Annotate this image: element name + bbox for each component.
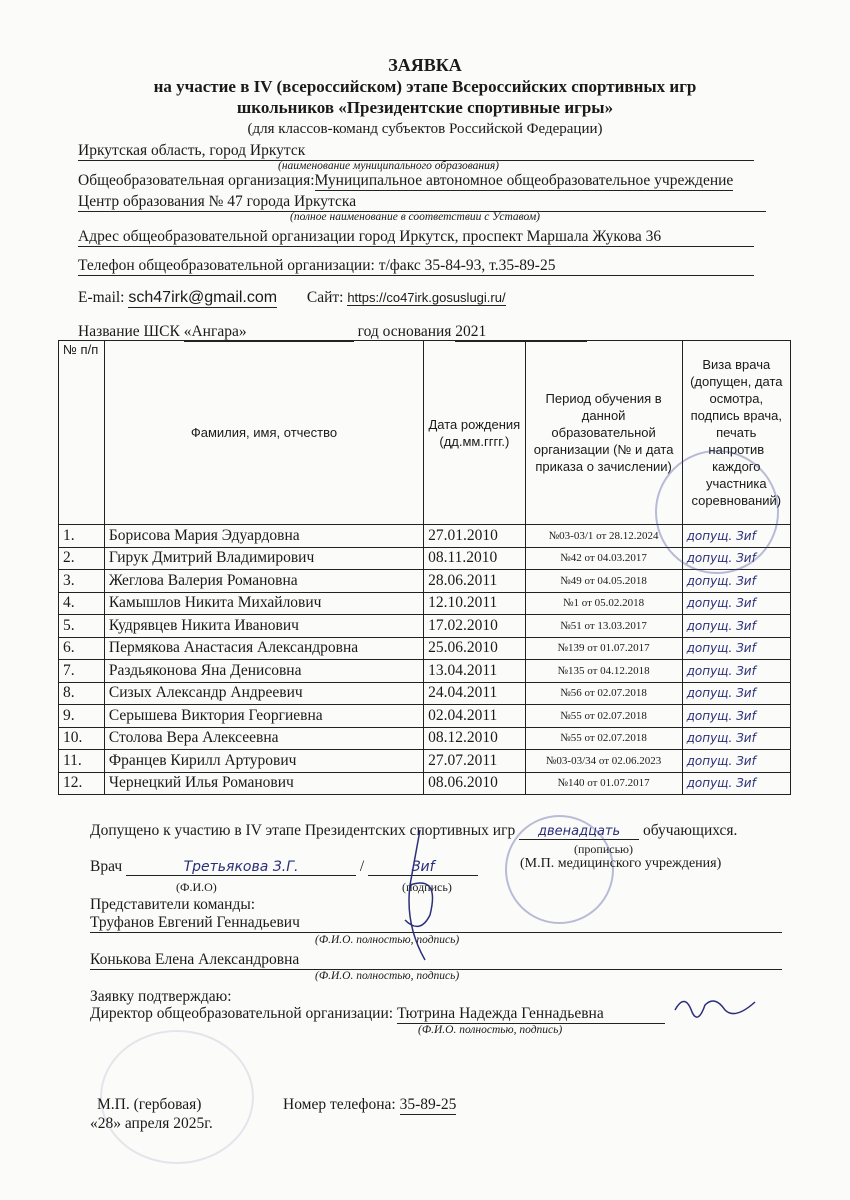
admission-hint: (прописью)	[574, 842, 634, 856]
row-period: №03-03/34 от 02.06.2023	[525, 750, 682, 773]
doc-subtitle-1: на участие в IV (всероссийском) этапе Всероссийских спортивных игр	[153, 77, 697, 96]
row-fio: Жеглова Валерия Романовна	[104, 570, 423, 593]
row-num: 12.	[59, 772, 105, 795]
row-num: 11.	[59, 750, 105, 773]
row-period: №56 от 02.07.2018	[525, 682, 682, 705]
organization-line-2	[78, 193, 766, 212]
table-row	[59, 615, 791, 638]
row-period: №140 от 01.07.2017	[525, 772, 682, 795]
doctor-slash: /	[359, 858, 365, 875]
rep1-hint: (Ф.И.О. полностью, подпись)	[315, 934, 460, 946]
header-fio: Фамилия, имя, отчество	[104, 341, 423, 525]
table-row	[59, 682, 791, 705]
row-visa: допущ. Зиf	[682, 727, 790, 750]
rep1-name: Труфанов Евгений Геннадьевич	[90, 914, 300, 931]
director-signature-icon	[670, 990, 760, 1030]
email-link[interactable]: sch47irk@gmail.com	[128, 289, 278, 306]
address-value: Иркутск, проспект Маршала Жукова 36	[399, 228, 662, 245]
row-num: 9.	[59, 705, 105, 728]
row-period: №55 от 02.07.2018	[525, 727, 682, 750]
header-dob: Дата рождения (дд.мм.гггг.)	[424, 341, 526, 525]
phone-label: Телефон общеобразовательной организации:	[78, 257, 375, 274]
address-label: Адрес общеобразовательной организации город	[78, 228, 396, 245]
doctor-fio-hint: (Ф.И.О)	[176, 880, 217, 894]
organization-hint: (полное наименование в соответствии с Уставом)	[290, 211, 541, 223]
doctor-signature: Зиf	[368, 859, 478, 876]
row-num: 5.	[59, 615, 105, 638]
row-visa: допущ. Зиf	[682, 750, 790, 773]
email-label: E-mail:	[78, 289, 125, 306]
row-dob: 25.06.2010	[424, 637, 526, 660]
organization-value-1: Муниципальное автономное общеобразовательное учреждение	[314, 172, 734, 189]
footer-phone-value: 35-89-25	[399, 1096, 457, 1113]
row-visa: допущ. Зиf	[682, 615, 790, 638]
row-dob: 28.06.2011	[424, 570, 526, 593]
row-period: №03-03/1 от 28.12.2024	[525, 525, 682, 548]
confirm-label: Заявку подтверждаю:	[90, 988, 232, 1005]
phone-value: т/факс 35-84-93, т.35-89-25	[378, 257, 556, 274]
row-period: №1 от 05.02.2018	[525, 592, 682, 615]
row-dob: 27.07.2011	[424, 750, 526, 773]
row-dob: 08.12.2010	[424, 727, 526, 750]
table-row	[59, 637, 791, 660]
mp-label: М.П. (гербовая)	[97, 1096, 202, 1113]
row-fio: Камышлов Никита Михайлович	[104, 592, 423, 615]
row-visa: допущ. Зиf	[682, 772, 790, 795]
row-dob: 02.04.2011	[424, 705, 526, 728]
doctor-label: Врач	[90, 858, 123, 875]
doc-subtitle-2: школьников «Президентские спортивные игры»	[236, 98, 614, 117]
director-line	[90, 1005, 665, 1024]
row-visa: допущ. Зиf	[682, 592, 790, 615]
organization-value-2: Центр образования № 47 города Иркутска	[78, 193, 357, 210]
row-num: 2.	[59, 547, 105, 570]
rep2-hint: (Ф.И.О. полностью, подпись)	[315, 970, 460, 982]
row-num: 3.	[59, 570, 105, 593]
row-visa: допущ. Зиf	[682, 682, 790, 705]
table-row	[59, 727, 791, 750]
row-dob: 17.02.2010	[424, 615, 526, 638]
row-visa: допущ. Зиf	[682, 705, 790, 728]
row-dob: 12.10.2011	[424, 592, 526, 615]
director-hint: (Ф.И.О. полностью, подпись)	[418, 1024, 563, 1036]
municipality-value: Иркутская область, город Иркутск	[78, 142, 306, 159]
row-fio: Францев Кирилл Артурович	[104, 750, 423, 773]
row-dob: 24.04.2011	[424, 682, 526, 705]
row-period: №55 от 02.07.2018	[525, 705, 682, 728]
row-dob: 27.01.2010	[424, 525, 526, 548]
organization-line	[78, 172, 733, 191]
row-period: №135 от 04.12.2018	[525, 660, 682, 683]
row-num: 7.	[59, 660, 105, 683]
row-visa: допущ. Зиf	[682, 660, 790, 683]
director-label: Директор общеобразовательной организации:	[90, 1005, 394, 1022]
row-visa: допущ. Зиf	[682, 525, 790, 548]
footer-date: «28» апреля 2025г.	[90, 1115, 213, 1132]
rep-signature-icon	[380, 825, 460, 965]
municipality-hint: (наименование муниципального образования)	[278, 160, 500, 172]
organization-label: Общеобразовательная организация:	[78, 172, 315, 189]
site-label: Сайт:	[306, 289, 344, 306]
row-fio: Борисова Мария Эдуардовна	[104, 525, 423, 548]
row-fio: Серышева Виктория Георгиевна	[104, 705, 423, 728]
doc-subtitle-3: (для классов-команд субъектов Российской Федерации)	[247, 121, 603, 137]
row-dob: 13.04.2011	[424, 660, 526, 683]
club-name: «Ангара»	[184, 323, 354, 342]
admission-after: обучающихся.	[642, 822, 738, 839]
table-row	[59, 705, 791, 728]
row-period: №49 от 04.05.2018	[525, 570, 682, 593]
footer-phone	[283, 1096, 456, 1115]
doctor-name: Третьякова З.Г.	[126, 859, 356, 876]
header-period: Период обучения в данной образовательной организации (№ и дата приказа о зачислении)	[525, 341, 682, 525]
row-dob: 08.06.2010	[424, 772, 526, 795]
roster-body	[59, 525, 791, 795]
row-visa: допущ. Зиf	[682, 570, 790, 593]
table-row	[59, 570, 791, 593]
row-period: №139 от 01.07.2017	[525, 637, 682, 660]
doctor-sign-hint: (подпись)	[402, 880, 452, 894]
representatives-label: Представители команды:	[90, 896, 256, 913]
admission-text: Допущено к участию в IV этапе Президентских спортивных игр	[90, 822, 516, 839]
row-fio: Гирук Дмитрий Владимирович	[104, 547, 423, 570]
doctor-stamp-hint: (М.П. медицинского учреждения)	[520, 856, 722, 871]
municipality-field	[78, 142, 754, 161]
doc-title: ЗАЯВКА	[388, 55, 462, 75]
row-fio: Сизых Александр Андреевич	[104, 682, 423, 705]
rep2-name: Конькова Елена Александровна	[90, 951, 300, 968]
row-num: 10.	[59, 727, 105, 750]
row-period: №51 от 13.03.2017	[525, 615, 682, 638]
medical-stamp	[505, 815, 614, 924]
table-row	[59, 772, 791, 795]
row-num: 8.	[59, 682, 105, 705]
address-line	[78, 228, 754, 247]
row-visa: допущ. Зиf	[682, 547, 790, 570]
row-num: 6.	[59, 637, 105, 660]
footer-phone-label: Номер телефона:	[283, 1096, 396, 1113]
table-row	[59, 750, 791, 773]
club-year-label: год основания	[357, 323, 452, 340]
site-link[interactable]: https://co47irk.gosuslugi.ru/	[347, 290, 506, 305]
contacts-line	[78, 289, 506, 308]
director-name: Тютрина Надежда Геннадьевна	[397, 1005, 665, 1024]
table-row	[59, 660, 791, 683]
row-period: №42 от 04.03.2017	[525, 547, 682, 570]
row-num: 4.	[59, 592, 105, 615]
admission-count: двенадцать	[519, 824, 639, 840]
row-num: 1.	[59, 525, 105, 548]
header-visa: Виза врача (допущен, дата осмотра, подпись врача, печать напротив каждого участника соревнований)	[682, 341, 790, 525]
row-fio: Раздьяконова Яна Денисовна	[104, 660, 423, 683]
row-fio: Столова Вера Алексеевна	[104, 727, 423, 750]
club-label: Название ШСК	[78, 323, 180, 340]
table-row	[59, 592, 791, 615]
roster-table	[58, 340, 791, 795]
header-num: № п/п	[59, 341, 105, 525]
row-fio: Кудрявцев Никита Иванович	[104, 615, 423, 638]
row-visa: допущ. Зиf	[682, 637, 790, 660]
club-year: 2021	[455, 323, 587, 342]
row-fio: Чернецкий Илья Романович	[104, 772, 423, 795]
phone-line	[78, 257, 754, 276]
row-dob: 08.11.2010	[424, 547, 526, 570]
row-fio: Пермякова Анастасия Александровна	[104, 637, 423, 660]
medical-stamp-table	[655, 450, 779, 574]
